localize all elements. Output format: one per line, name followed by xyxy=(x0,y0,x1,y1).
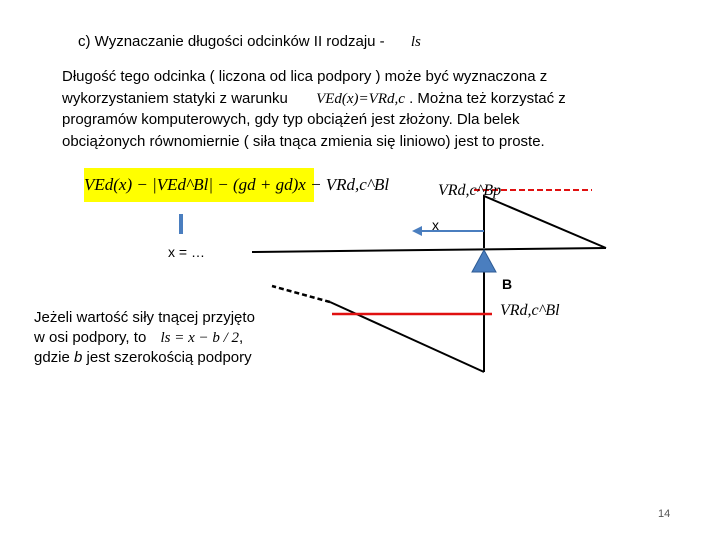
support-b-label: B xyxy=(502,276,513,292)
note-line-2-post: , xyxy=(239,329,244,346)
note-formula: ls = x − b / 2 xyxy=(160,330,240,346)
paragraph-line-4: obciążonych równomiernie ( siła tnąca zmienia się liniowo) jest to proste. xyxy=(62,132,545,150)
note-line-3-italic: b xyxy=(74,349,83,366)
paragraph-line-2-post: . Można też korzystać z xyxy=(409,89,566,107)
support-width-note xyxy=(34,308,294,368)
paragraph-line-2-pre: wykorzystaniem statyki z warunku xyxy=(62,89,288,107)
paragraph-line-3: programów komputerowych, gdy typ obciążeń jest złożony. Dla belek xyxy=(62,111,520,128)
note-line-2 xyxy=(34,328,294,348)
note-line-1: Jeżeli wartość siły tnącej przyjęto xyxy=(34,309,255,326)
note-line-3 xyxy=(34,348,294,368)
heading-symbol: ls xyxy=(410,34,421,50)
note-line-3-post: jest szerokością podpory xyxy=(86,349,252,366)
heading-text: c) Wyznaczanie długości odcinków II rodzaju - xyxy=(78,33,385,50)
shear-slope-dashed xyxy=(272,286,330,302)
note-line-2-pre: w osi podpory, to xyxy=(34,329,147,346)
note-line-3-pre: gdzie xyxy=(34,349,70,366)
vrd-top-label: VRd,c^Bp xyxy=(438,182,502,199)
support-triangle xyxy=(472,250,496,272)
beam-axis-line xyxy=(252,248,606,252)
shear-diagram-right-part xyxy=(484,196,606,248)
page-number: 14 xyxy=(658,508,671,520)
x-label: x xyxy=(432,217,439,233)
shear-slope-line xyxy=(330,302,484,372)
inline-formula-condition: VEd(x)=VRd,c xyxy=(316,90,405,107)
highlighted-formula: VEd(x) − |VEd^Bl| − (gd + gd)x − VRd,c^Bl xyxy=(84,168,314,202)
x-arrow-head xyxy=(412,226,422,236)
vrd-bottom-label: VRd,c^Bl xyxy=(500,302,560,319)
x-equals-label: x = … xyxy=(168,244,205,260)
paragraph-line-1: Długość tego odcinka ( liczona od lica podpory ) może być wyznaczona z xyxy=(62,68,548,85)
